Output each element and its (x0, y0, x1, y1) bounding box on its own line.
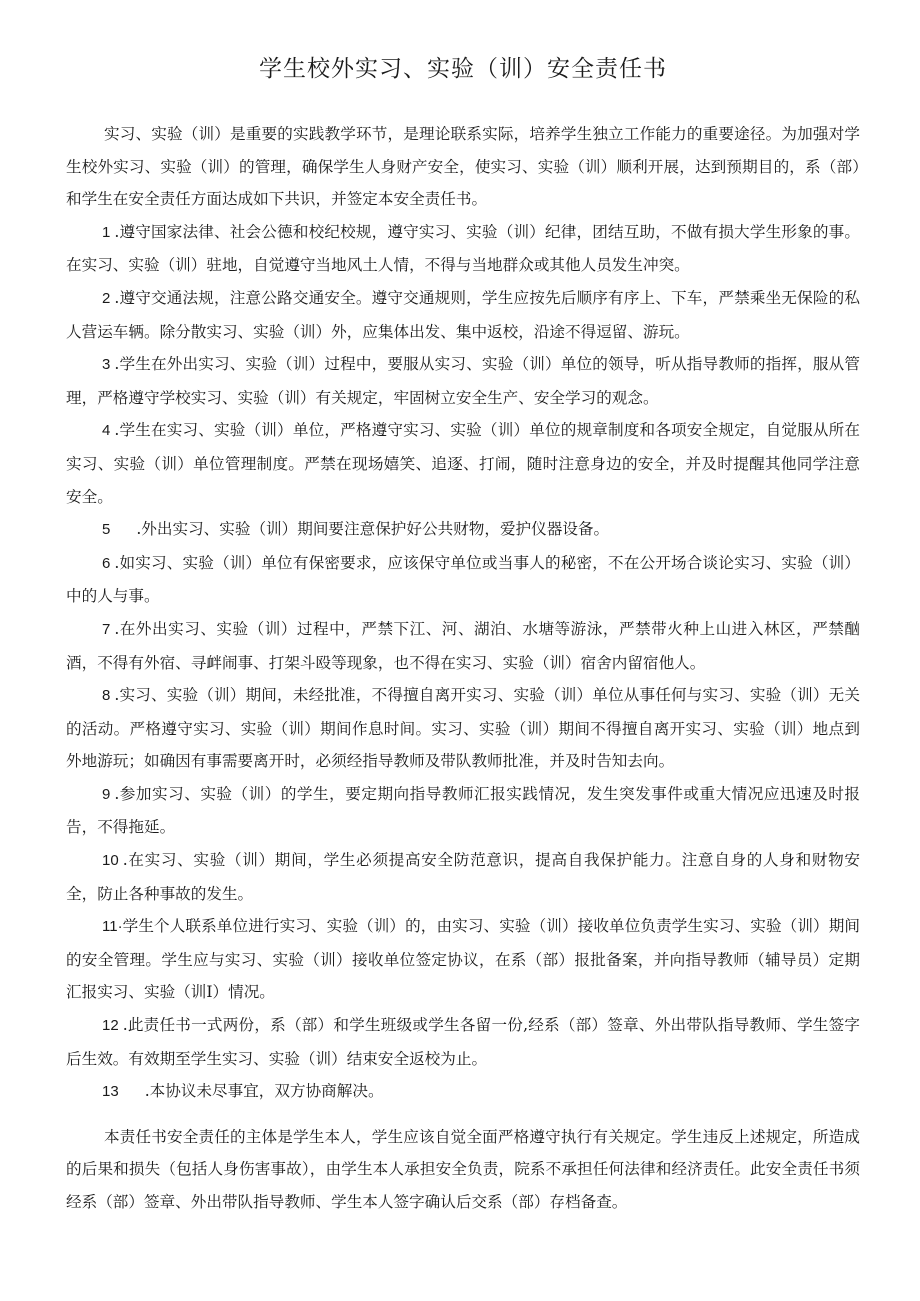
clause-5 (66, 513, 860, 547)
clause-13 (66, 1075, 860, 1109)
clause-text: .学生在实习、实验（训）单位，严格遵守实习、实验（训）单位的规章制度和各项安全规定，自觉服从所在实习、实验（训）单位管理制度。严禁在现场嬉笑、追逐、打闹，随时注意身边的安全，并及时提醒其他同学注意安全。 (66, 421, 860, 506)
clause-7 (66, 613, 860, 679)
clause-number: 1 (102, 223, 111, 241)
clause-1 (66, 216, 860, 282)
clause-9 (66, 778, 860, 844)
clause-text: .本协议未尽事宜，双方协商解决。 (144, 1082, 384, 1101)
clause-number: 11· (102, 918, 123, 936)
clause-2 (66, 282, 860, 348)
clause-number: 13 (102, 1083, 119, 1101)
clause-4 (66, 414, 860, 513)
clause-6 (66, 547, 860, 613)
clause-text: 学生个人联系单位进行实习、实验（训）的，由实习、实验（训）接收单位负责学生实习、实验（训）期间的安全管理。学生应与实习、实验（训）接收单位签定协议，在系（部）报批备案，并向指导教师（辅导员）定期汇报实习、实验（训I）情况。 (66, 917, 860, 1002)
clause-8 (66, 679, 860, 778)
clause-number: 12 (102, 1017, 119, 1035)
closing-paragraph: 本责任书安全责任的主体是学生本人，学生应该自觉全面严格遵守执行有关规定。学生违反上述规定，所造成的后果和损失（包括人身伤害事故），由学生本人承担安全负责，院系不承担任何法律和经济责任。此安全责任书须经系（部）签章、外出带队指导教师、学生本人签字确认后交系（部）存档备查。 (66, 1127, 860, 1211)
document-page (66, 52, 860, 1219)
clause-text: .在外出实习、实验（训）过程中，严禁下江、河、湖泊、水塘等游泳，严禁带火种上山进入林区，严禁酗酒，不得有外宿、寻衅闹事、打架斗殴等现象，也不得在实习、实验（训）宿舍内留宿他人。 (66, 619, 860, 672)
clause-text: .学生在外出实习、实验（训）过程中，要服从实习、实验（训）单位的领导，听从指导教师的指挥，服从管理，严格遵守学校实习、实验（训）有关规定，牢固树立安全生产、安全学习的观念。 (66, 355, 860, 407)
document-title: 学生校外实习、实验（训）安全责任书 (259, 56, 667, 82)
intro-paragraph: 实习、实验（训）是重要的实践教学环节，是理论联系实际，培养学生独立工作能力的重要途径。为加强对学生校外实习、实验（训）的管理，确保学生人身财产安全，使实习、实验（训）顺利开展，达到预期目的，系（部）和学生在安全责任方面达成如下共识，并签定本安全责任书。 (66, 125, 860, 209)
clause-number: 2 (102, 289, 111, 307)
clause-number: 6 (102, 554, 111, 572)
clause-number: 10 (102, 852, 119, 870)
clause-text: .遵守交通法规，注意公路交通安全。遵守交通规则，学生应按先后顺序有序上、下车，严禁乘坐无保险的私人营运车辆。除分散实习、实验（训）外，应集体出发、集中返校，沿途不得逗留、游玩。 (66, 288, 860, 341)
clause-text: .在实习、实验（训）期间，学生必须提高安全防范意识，提高自我保护能力。注意自身的人身和财物安全，防止各种事故的发生。 (66, 851, 860, 903)
clause-text: .外出实习、实验（训）期间要注意保护好公共财物，爱护仪器设备。 (136, 520, 610, 539)
clause-number: 4 (102, 422, 111, 440)
clause-number: 9 (102, 785, 111, 803)
clause-number: 7 (102, 620, 111, 638)
clause-text: .此责任书一式两份，系（部）和学生班级或学生各留一份,经系（部）签章、外出带队指导教师、学生签字后生效。有效期至学生实习、实验（训）结束安全返校为止。 (66, 1016, 860, 1068)
clause-text: .参加实习、实验（训）的学生，要定期向指导教师汇报实践情况，发生突发事件或重大情况应迅速及时报告，不得拖延。 (66, 784, 860, 837)
clause-number: 3 (102, 356, 111, 374)
clause-3 (66, 348, 860, 414)
clause-text: .遵守国家法律、社会公德和校纪校规，遵守实习、实验（训）纪律，团结互助，不做有损大学生形象的事。在实习、实验（训）驻地，自觉遵守当地风土人情，不得与当地群众或其他人员发生冲突。 (66, 222, 860, 275)
clause-number: 5 (102, 521, 111, 539)
clause-text: .实习、实验（训）期间，未经批准，不得擅自离开实习、实验（训）单位从事任何与实习、实验（训）无关的活动。严格遵守实习、实验（训）期间作息时间。实习、实验（训）期间不得擅自离开实习、实验（训）地点到外地游玩；如确因有事需要离开时，必须经指导教师及带队教师批准，并及时告知去向。 (66, 686, 860, 771)
clause-text: .如实习、实验（训）单位有保密要求，应该保守单位或当事人的秘密，不在公开场合谈论实习、实验（训）中的人与事。 (66, 553, 860, 606)
clause-number: 8 (102, 687, 111, 705)
clause-11 (66, 910, 860, 1009)
clause-10 (66, 844, 860, 910)
clause-12 (66, 1009, 860, 1075)
